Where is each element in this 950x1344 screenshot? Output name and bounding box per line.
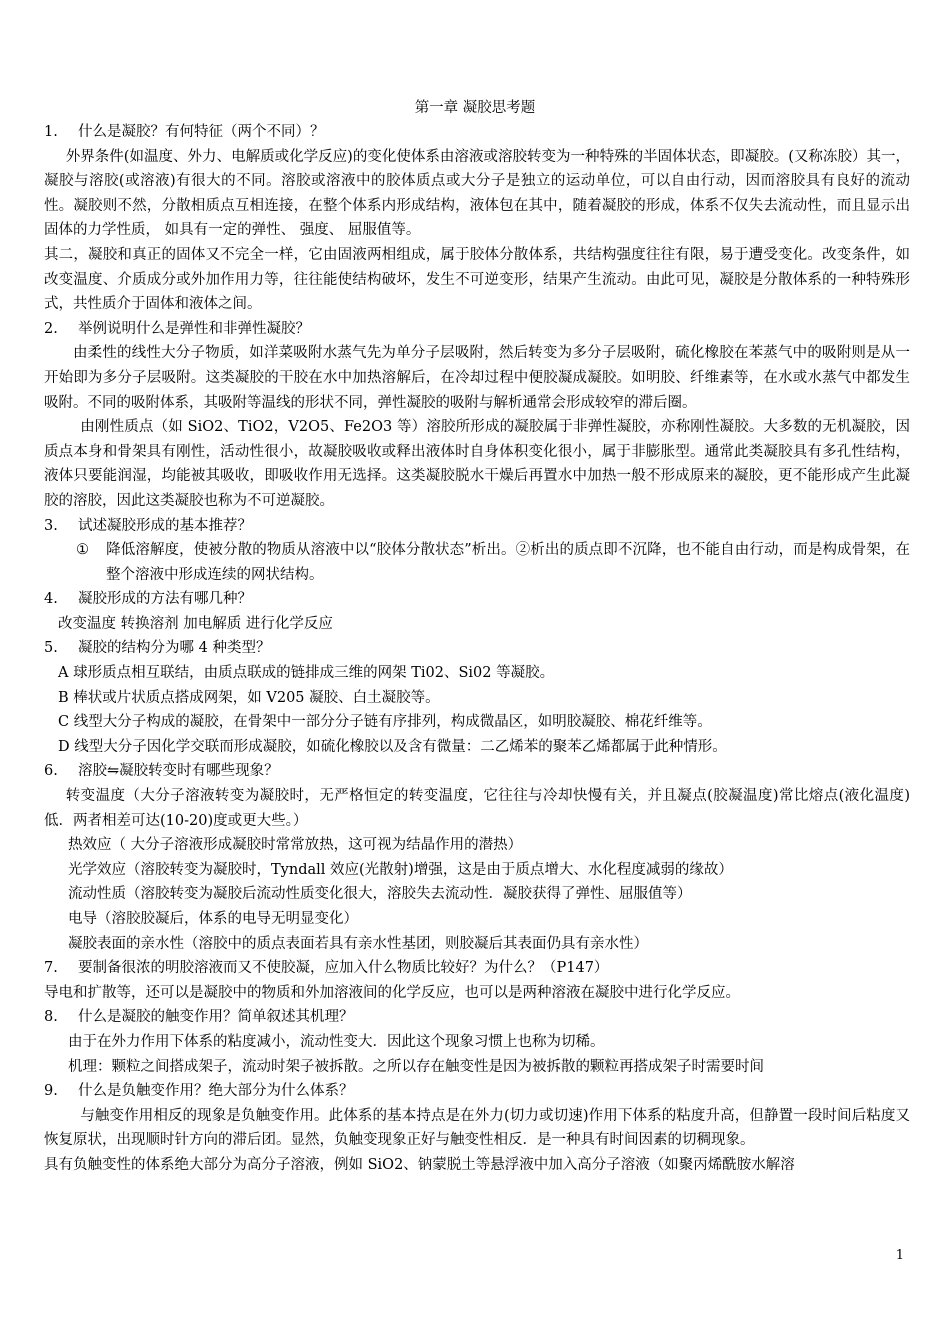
answer-paragraph: 流动性质（溶胶转变为凝胶后流动性质变化很大，溶胶失去流动性．凝胶获得了弹性、屈服值等） <box>68 886 692 903</box>
question-text: 试述凝胶形成的基本推荐？ <box>78 517 252 534</box>
answer-paragraph: 凝胶表面的亲水性（溶胶中的质点表面若具有亲水性基团，则胶凝后其表面仍具有亲水性） <box>68 935 648 952</box>
answer-paragraph: 其二，凝胶和真正的固体又不完全一样，它由固液两相组成，属于胶体分散体系，共结构强度往往有限，易于遭受变化。改变条件，如改变温度、介质成分或外加作用力等，往往能使结构破坏，发生不可逆变形，结果产生流动。由此可见，凝胶是分散体系的一种特殊形式，共性质介于固体和液体之间。 <box>44 246 910 313</box>
question-text: 什么是凝胶？有何特征（两个不同）？ <box>78 124 325 140</box>
question-2 <box>44 317 910 342</box>
question-text: 举例说明什么是弹性和非弹性凝胶？ <box>78 320 310 337</box>
answer-paragraph: 具有负触变性的体系绝大部分为高分子溶液，例如 SiO2、钠蒙脱土等悬浮液中加入高分子溶液（如聚丙烯酰胺水解溶 <box>44 1156 795 1173</box>
question-number: 9. <box>44 1083 58 1100</box>
answer-paragraph: 外界条件(如温度、外力、电解质或化学反应)的变化使体系由溶液或溶胶转变为一种特殊的半固体状态，即凝胶。(又称冻胶）其一，凝胶与溶胶(或溶液)有很大的不同。溶胶或溶液中的胶体质点或大分子是独立的运动单位，可以自由行动，因而溶胶具有良好的流动性。凝胶则不然，分散相质点互相连接，在整个体系内形成结构，液体包在其中，随着凝胶的形成，体系不仅失去流动性，而且显示出固体的力学性质， 如具有一定的弹性、 强度、 屈服值等。 <box>44 148 910 239</box>
answer-item-b: B 棒状或片状质点搭成网架，如 V205 凝胶、白土凝胶等。 <box>58 689 440 706</box>
question-number: 3. <box>44 517 58 534</box>
answer-paragraph: 由于在外力作用下体系的粘度减小，流动性变大．因此这个现象习惯上也称为切稀。 <box>68 1033 605 1050</box>
page-number: 1 <box>895 1248 904 1263</box>
question-9 <box>44 1079 910 1104</box>
question-number: 6. <box>44 763 58 780</box>
question-text: 凝胶的结构分为哪 4 种类型？ <box>78 640 271 657</box>
question-text: 要制备很浓的明胶溶液而又不使胶凝，应加入什么物质比较好？为什么？（P147） <box>78 960 609 977</box>
question-text: 溶胶⇋凝胶转变时有哪些现象？ <box>78 763 279 780</box>
question-text: 凝胶形成的方法有哪几种？ <box>78 591 252 608</box>
answer-paragraph: 改变温度 转换溶剂 加电解质 进行化学反应 <box>58 615 333 632</box>
circled-number-marker: ① <box>76 542 89 559</box>
answer-paragraph: 机理：颗粒之间搭成架子，流动时架子被拆散。之所以存在触变性是因为被拆散的颗粒再搭成架子时需要时间 <box>68 1058 764 1075</box>
page-title: 第一章 凝胶思考题 <box>414 100 536 116</box>
question-number: 8. <box>44 1009 58 1026</box>
answer-paragraph: 由柔性的线性大分子物质，如洋菜吸附水蒸气先为单分子层吸附，然后转变为多分子层吸附，硫化橡胶在苯蒸气中的吸附则是从一开始即为多分子层吸附。这类凝胶的干胶在水中加热溶解后，在冷却过程中便胶凝成凝胶。如明胶、纤维素等，在水或水蒸气中都发生吸附。不同的吸附体系，其吸附等温线的形状不同，弹性凝胶的吸附与解析通常会形成较窄的滞后圈。 <box>44 345 910 411</box>
question-8 <box>44 1005 910 1030</box>
question-number: 2. <box>44 320 58 337</box>
question-text: 什么是凝胶的触变作用？简单叙述其机理？ <box>78 1009 354 1026</box>
question-number: 7. <box>44 960 58 977</box>
answer-item-a: A 球形质点相互联结，由质点联成的链排成三维的网架 Ti02、Si02 等凝胶。 <box>58 665 555 682</box>
question-4 <box>44 587 910 612</box>
answer-paragraph: 光学效应（溶胶转变为凝胶时，Tyndall 效应(光散射)增强，这是由于质点增大、水化程度减弱的缘故） <box>68 861 733 878</box>
question-5 <box>44 636 910 661</box>
document-body <box>44 120 910 1178</box>
question-number: 5. <box>44 640 58 657</box>
answer-text: 降低溶解度，使被分散的物质从溶液中以“胶体分散状态”析出。②析出的质点即不沉降，也不能自由行动，而是构成骨架，在整个溶液中形成连续的网状结构。 <box>106 542 910 583</box>
question-number: 4. <box>44 591 58 608</box>
answer-paragraph: 电导（溶胶胶凝后，体系的电导无明显变化） <box>68 911 358 927</box>
question-7 <box>44 956 910 981</box>
answer-item-d: D 线型大分子因化学交联而形成凝胶，如硫化橡胶以及含有微量：二乙烯苯的聚苯乙烯都属于此种情形。 <box>58 738 727 755</box>
question-6 <box>44 759 910 784</box>
answer-paragraph: 转变温度（大分子溶液转变为凝胶时，无严格恒定的转变温度，它往往与冷却快慢有关，并且凝点(胶凝温度)常比熔点(液化温度)低．两者相差可达(10-20)度或更大些。） <box>44 788 910 829</box>
answer-paragraph: 导电和扩散等，还可以是凝胶中的物质和外加溶液间的化学反应，也可以是两种溶液在凝胶中进行化学反应。 <box>44 984 740 1001</box>
answer-item-c: C 线型大分子构成的凝胶，在骨架中一部分分子链有序排列，构成微晶区，如明胶凝胶、棉花纤维等。 <box>58 714 712 731</box>
answer-paragraph: 与触变作用相反的现象是负触变作用。此体系的基本持点是在外力(切力或切速)作用下体系的粘度升高，但静置一段时间后粘度又恢复原状，出现顺时针方向的滞后团。显然，负触变现象正好与触变性相反．是一种具有时间因素的切稠现象。 <box>44 1107 910 1149</box>
question-3 <box>44 514 910 539</box>
answer-paragraph: 热效应（ 大分子溶液形成凝胶时常常放热，这可视为结晶作用的潜热） <box>68 837 523 854</box>
answer-paragraph: 由刚性质点（如 SiO2、TiO2，V2O5、Fe2O3 等）溶胶所形成的凝胶属于非弹性凝胶，亦称刚性凝胶。大多数的无机凝胶，因质点本身和骨架具有刚性，活动性很小，故凝胶吸收或释出液体时自身体积变化很小，属于非膨胀型。通常此类凝胶具有多孔性结构，液体只要能润湿，均能被其吸收，即吸收作用无选择。这类凝胶脱水干燥后再置水中加热一般不形成原来的凝胶，更不能形成产生此凝胶的溶胶，因此这类凝胶也称为不可逆凝胶。 <box>44 419 910 509</box>
question-text: 什么是负触变作用？绝大部分为什么体系？ <box>78 1083 354 1100</box>
question-1 <box>44 120 910 145</box>
answer-list-item <box>44 538 910 587</box>
question-number: 1. <box>44 124 58 140</box>
